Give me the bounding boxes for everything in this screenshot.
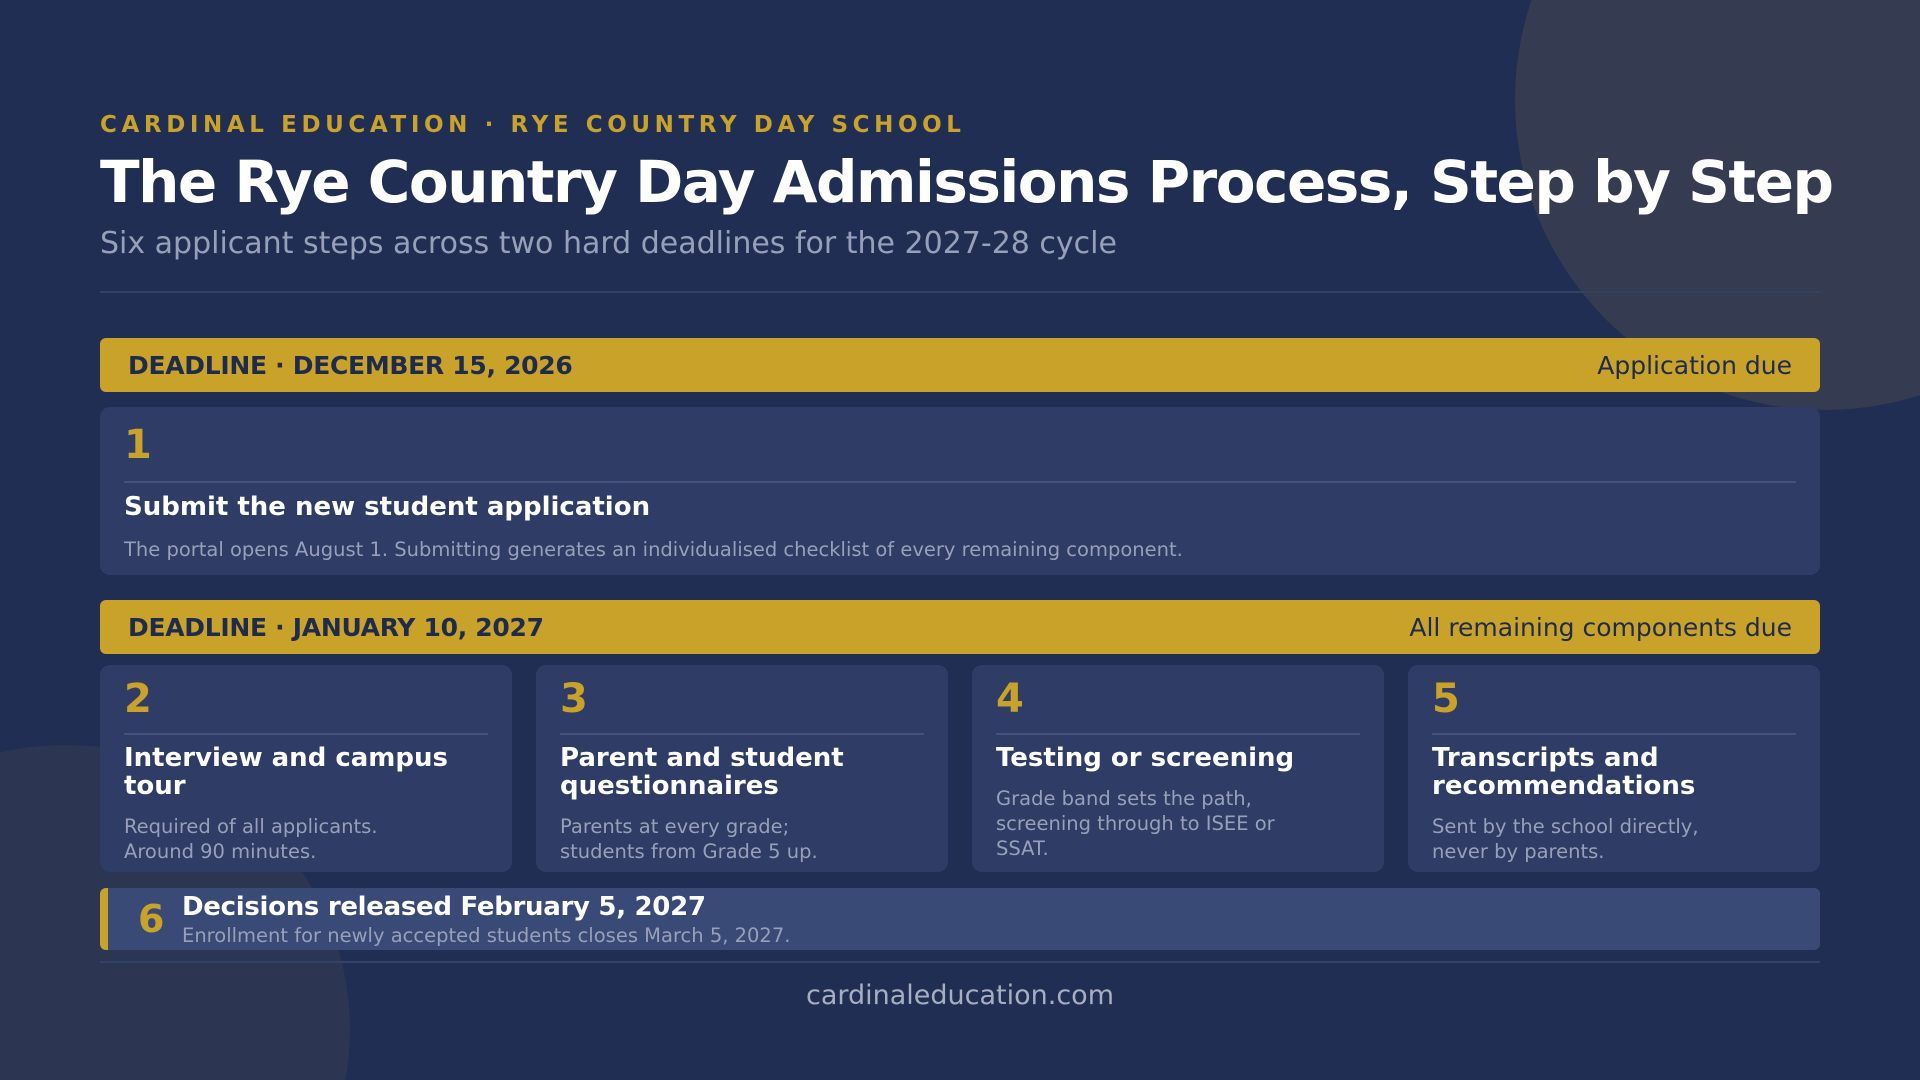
step-number: 1 — [124, 422, 152, 468]
card-divider — [1432, 733, 1796, 735]
page-subtitle: Six applicant steps across two hard deadlines for the 2027-28 cycle — [100, 226, 1117, 261]
step-number: 2 — [124, 676, 152, 722]
deadline-label: DEADLINE · DECEMBER 15, 2026 — [128, 350, 573, 380]
step-card-2 — [100, 665, 512, 872]
step-title: Testing or screening — [996, 742, 1295, 773]
step-description: Required of all applicants. Around 90 minutes. — [124, 814, 378, 863]
step-card-3 — [536, 665, 948, 872]
step-card-4 — [972, 665, 1384, 872]
step-number: 3 — [560, 676, 588, 722]
step-title: Submit the new student application — [124, 491, 651, 522]
step-description: Grade band sets the path, screening through to ISEE or SSAT. — [996, 786, 1275, 860]
footer-url: cardinaleducation.com — [805, 980, 1115, 1011]
step-description: Sent by the school directly, never by parents. — [1432, 814, 1699, 863]
step-card-1 — [100, 407, 1820, 575]
card-divider — [124, 733, 488, 735]
eyebrow-label: CARDINAL EDUCATION · RYE COUNTRY DAY SCHOOL — [100, 112, 966, 138]
step-title: Parent and student questionnaires — [560, 742, 844, 801]
deadline-note: Application due — [1597, 350, 1792, 380]
step-description: The portal opens August 1. Submitting generates an individualised checklist of every remaining component. — [124, 537, 1183, 561]
card-divider — [560, 733, 924, 735]
deadline-note: All remaining components due — [1409, 612, 1792, 642]
decision-title: Decisions released February 5, 2027 — [182, 892, 706, 922]
footer-divider — [100, 961, 1820, 963]
decision-accent-bar — [100, 888, 108, 950]
card-divider — [124, 481, 1796, 483]
deadline-bar-january — [100, 600, 1820, 654]
step-title: Interview and campus tour — [124, 742, 448, 801]
deadline-label: DEADLINE · JANUARY 10, 2027 — [128, 612, 544, 642]
step-card-5 — [1408, 665, 1820, 872]
step-number: 4 — [996, 676, 1024, 722]
step-title: Transcripts and recommendations — [1432, 742, 1696, 801]
step-number: 5 — [1432, 676, 1460, 722]
step-number: 6 — [138, 897, 165, 941]
header-divider — [100, 291, 1820, 293]
decision-description: Enrollment for newly accepted students closes March 5, 2027. — [182, 924, 791, 947]
page-title: The Rye Country Day Admissions Process, Step by Step — [100, 148, 1833, 216]
decision-banner — [100, 888, 1820, 950]
deadline-bar-december — [100, 338, 1820, 392]
card-divider — [996, 733, 1360, 735]
step-description: Parents at every grade; students from Grade 5 up. — [560, 814, 818, 863]
